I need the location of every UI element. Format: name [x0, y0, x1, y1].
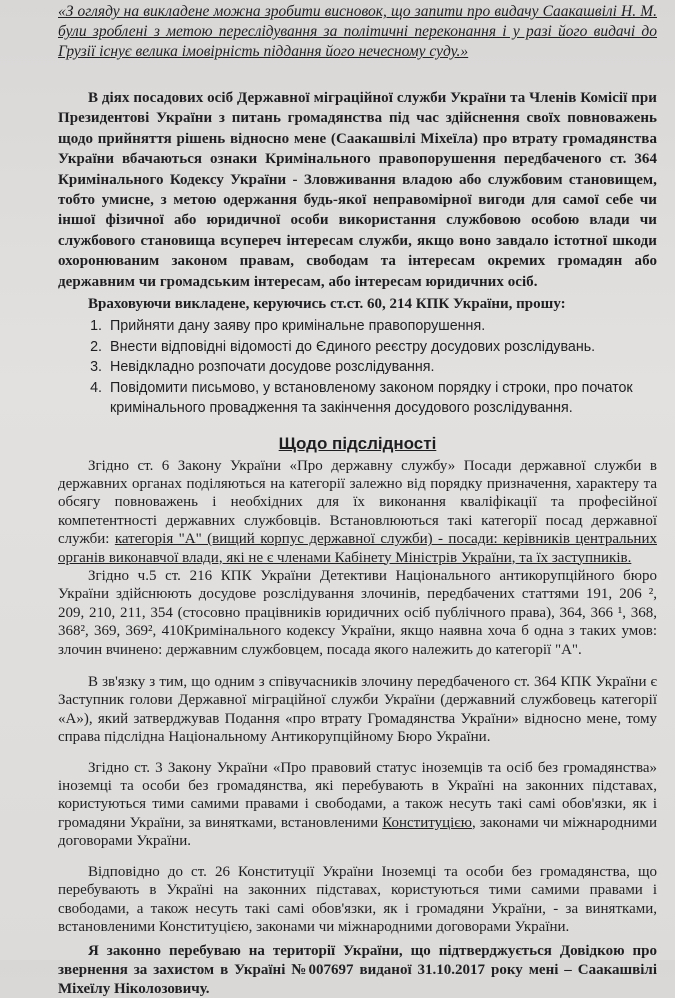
request-item: 2. Внести відповідні відомості до Єдиного реєстру досудових розслідувань.: [106, 337, 657, 358]
article-3-paragraph: [58, 759, 657, 851]
article-216-paragraph: Згідно ч.5 ст. 216 КПК України Детективи Національного антикорупційного бюро України здійснюють досудове розслідування злочинів, передбачених статтями 191, 206 ², 209, 210, 211, 354 (стосовно працівників юридичних осіб публічного права), 364, 366 ¹, 368, 368², 369, 369², 410Кримінального кодексу України, якщо наявна хоча б одна з таких умов: злочин вчинено: державним службовцем, посада якого належить до категорії "А".: [58, 568, 657, 658]
opening-quote: «З огляду на викладене можна зробити висновок, що запити про видачу Саакашвілі Н. М. були зроблені з метою переслідування за політичні переконання і у разі його видачі до Грузії існує велика імовірність піддання його нечесному суду.»: [58, 3, 657, 60]
claim-paragraph: В діях посадових осіб Державної міграційної служби України та Членів Комісії при Президентові України з питань громадянства під час здійснення своїх повноважень щодо прийняття рішень відносно мене (Саакашвілі Міхеїла) про втрату громадянства України вбачаються ознаки Кримінального правопорушення передбаченого ст. 364 Кримінального Кодексу України - Зловживання владою або службовим становищем, тобто умисне, з метою одержання будь-якої неправомірної вигоди для самої себе чи іншої фізичної або юридичної особи використання службовою особою влади чи службового становища всупереч інтересам служби, якщо воно завдало істотної шкоди охоронюваним законом правам, свободам та інтересам окремих громадян або державним чи громадським інтересам, або інтересам юридичних осіб.: [58, 90, 657, 290]
constitution-link-text: Конституцією: [382, 814, 472, 831]
article-26-paragraph: Відповідно до ст. 26 Конституції України Іноземці та особи без громадянства, що перебувають в Україні на законних підставах, користуються тими самими правами і свободами, а також несуть такі самі обов'язки, як і громадяни України, - за винятками, встановленими Конституцією, законами чи міжнародними договорами України.: [58, 863, 657, 935]
request-list: [58, 316, 657, 419]
article-3-text-end: , законами чи міжнародними договорами України.: [58, 814, 657, 850]
jurisdiction-paragraph: В зв'язку з тим, що одним з співучасників злочину передбаченого ст. 364 КПК України є Заступник голови Державної міграційної служби України (державний службовець категорії «А»), який затверджував Подання «про втрату Громадянства України» відносно мене, тому справа підслідна Національному Антикорупційному Бюро України.: [58, 674, 657, 746]
section-title: Щодо підслідності: [278, 433, 437, 453]
article-6-text: Згідно ст. 6 Закону України «Про державну службу» Посади державної служби в державних органах поділяються на категорії залежно від порядку призначення, характеру та обсягу повноважень і необхідних для їх виконання кваліфікації та професійної компетентності державних службовців. Встановлюються такі категорії посад державної служби:: [58, 457, 657, 548]
article-3-text: Згідно ст. 3 Закону України «Про правовий статус іноземців та осіб без громадянства» іноземці та особи без громадянства, які перебувають в Україні на законних підставах, користуються тими самими правами і свободами, а також несуть такі самі обов'язки, як і громадяни України, за винятками, встановленими: [58, 759, 657, 831]
request-item: 3. Невідкладно розпочати досудове розслідування.: [106, 357, 657, 378]
residence-statement: Я законно перебуваю на території України, що підтверджується Довідкою про звернення за захистом в Україні №007697 виданої 31.10.2017 року мені – Саакашвілі Міхеїлу Ніколозовичу.: [58, 943, 657, 997]
request-lead: Враховуючи викладене, керуючись ст.ст. 60, 214 КПК України, прошу:: [88, 296, 566, 313]
category-a-definition: категорія "А" (вищий корпус державної служби) - посади: керівників центральних органів виконавчої влади, які не є членами Кабінету Міністрів України, та їх заступників.: [58, 531, 657, 566]
request-item: 4. Повідомити письмово, у встановленому законом порядку і строки, про початок кримінального провадження та закінчення досудового розслідування.: [106, 378, 657, 419]
article-6-paragraph: [58, 457, 657, 567]
request-item: 1. Прийняти дану заяву про кримінальне правопорушення.: [106, 316, 657, 337]
